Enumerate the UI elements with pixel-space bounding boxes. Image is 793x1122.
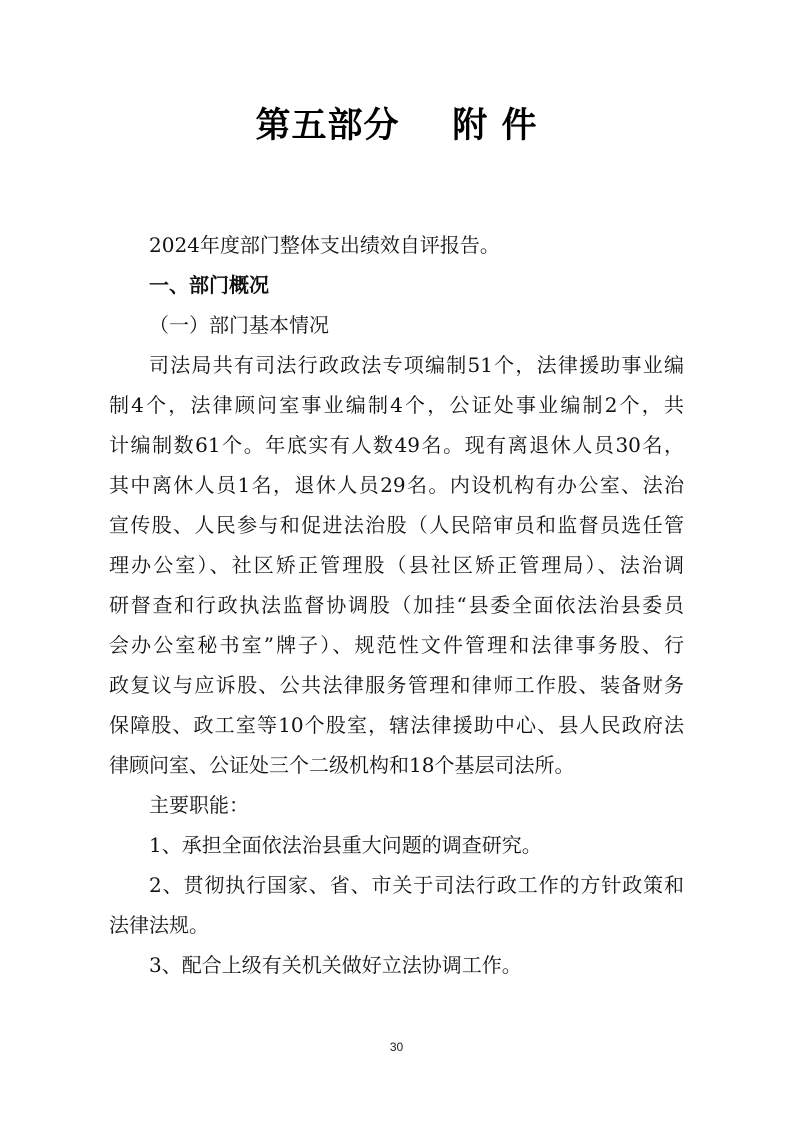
page-title: 第五部分 附 件 xyxy=(255,105,538,146)
paragraph-line: 宣传股、人民参与和促进法治股（人民陪审员和监督员选任管 xyxy=(109,513,684,537)
functions-label: 主要职能： xyxy=(149,793,249,817)
function-item-2 xyxy=(109,865,684,945)
document-body xyxy=(109,225,684,985)
paragraph-line: 司法局共有司法行政政法专项编制51个，法律援助事业编 xyxy=(149,353,684,377)
function-2-line: 法律法规。 xyxy=(109,913,209,937)
paragraph-line: 其中离休人员1名，退休人员29名。内设机构有办公室、法治 xyxy=(109,473,684,497)
paragraph-line: 计编制数61个。年底实有人数49名。现有离退休人员30名， xyxy=(109,433,684,457)
paragraph-line: 政复议与应诉股、公共法律服务管理和律师工作股、装备财务 xyxy=(109,673,684,697)
subsection-heading: （一）部门基本情况 xyxy=(149,313,329,337)
paragraph-line: 律顾问室、公证处三个二级机构和18个基层司法所。 xyxy=(109,753,575,777)
paragraph-line: 理办公室）、社区矫正管理股（县社区矫正管理局）、法治调 xyxy=(109,553,684,577)
section-heading: 一、部门概况 xyxy=(149,273,269,297)
paragraph-line: 会办公室秘书室”牌子）、规范性文件管理和法律事务股、行 xyxy=(109,633,684,657)
function-2-line: 2、贯彻执行国家、省、市关于司法行政工作的方针政策和 xyxy=(149,873,684,897)
function-item-1: 1、承担全面依法治县重大问题的调查研究。 xyxy=(149,833,542,857)
intro-text: 2024年度部门整体支出绩效自评报告。 xyxy=(149,233,500,257)
department-overview-paragraph xyxy=(109,345,684,785)
function-item-3: 3、配合上级有关机关做好立法协调工作。 xyxy=(149,953,522,977)
paragraph-line: 研督查和行政执法监督协调股（加挂“县委全面依法治县委员 xyxy=(109,593,684,617)
paragraph-line: 保障股、政工室等10个股室，辖法律援助中心、县人民政府法 xyxy=(109,713,684,737)
paragraph-line: 制4个，法律顾问室事业编制4个，公证处事业编制2个，共 xyxy=(109,393,684,417)
page-number: 30 xyxy=(389,1040,404,1054)
